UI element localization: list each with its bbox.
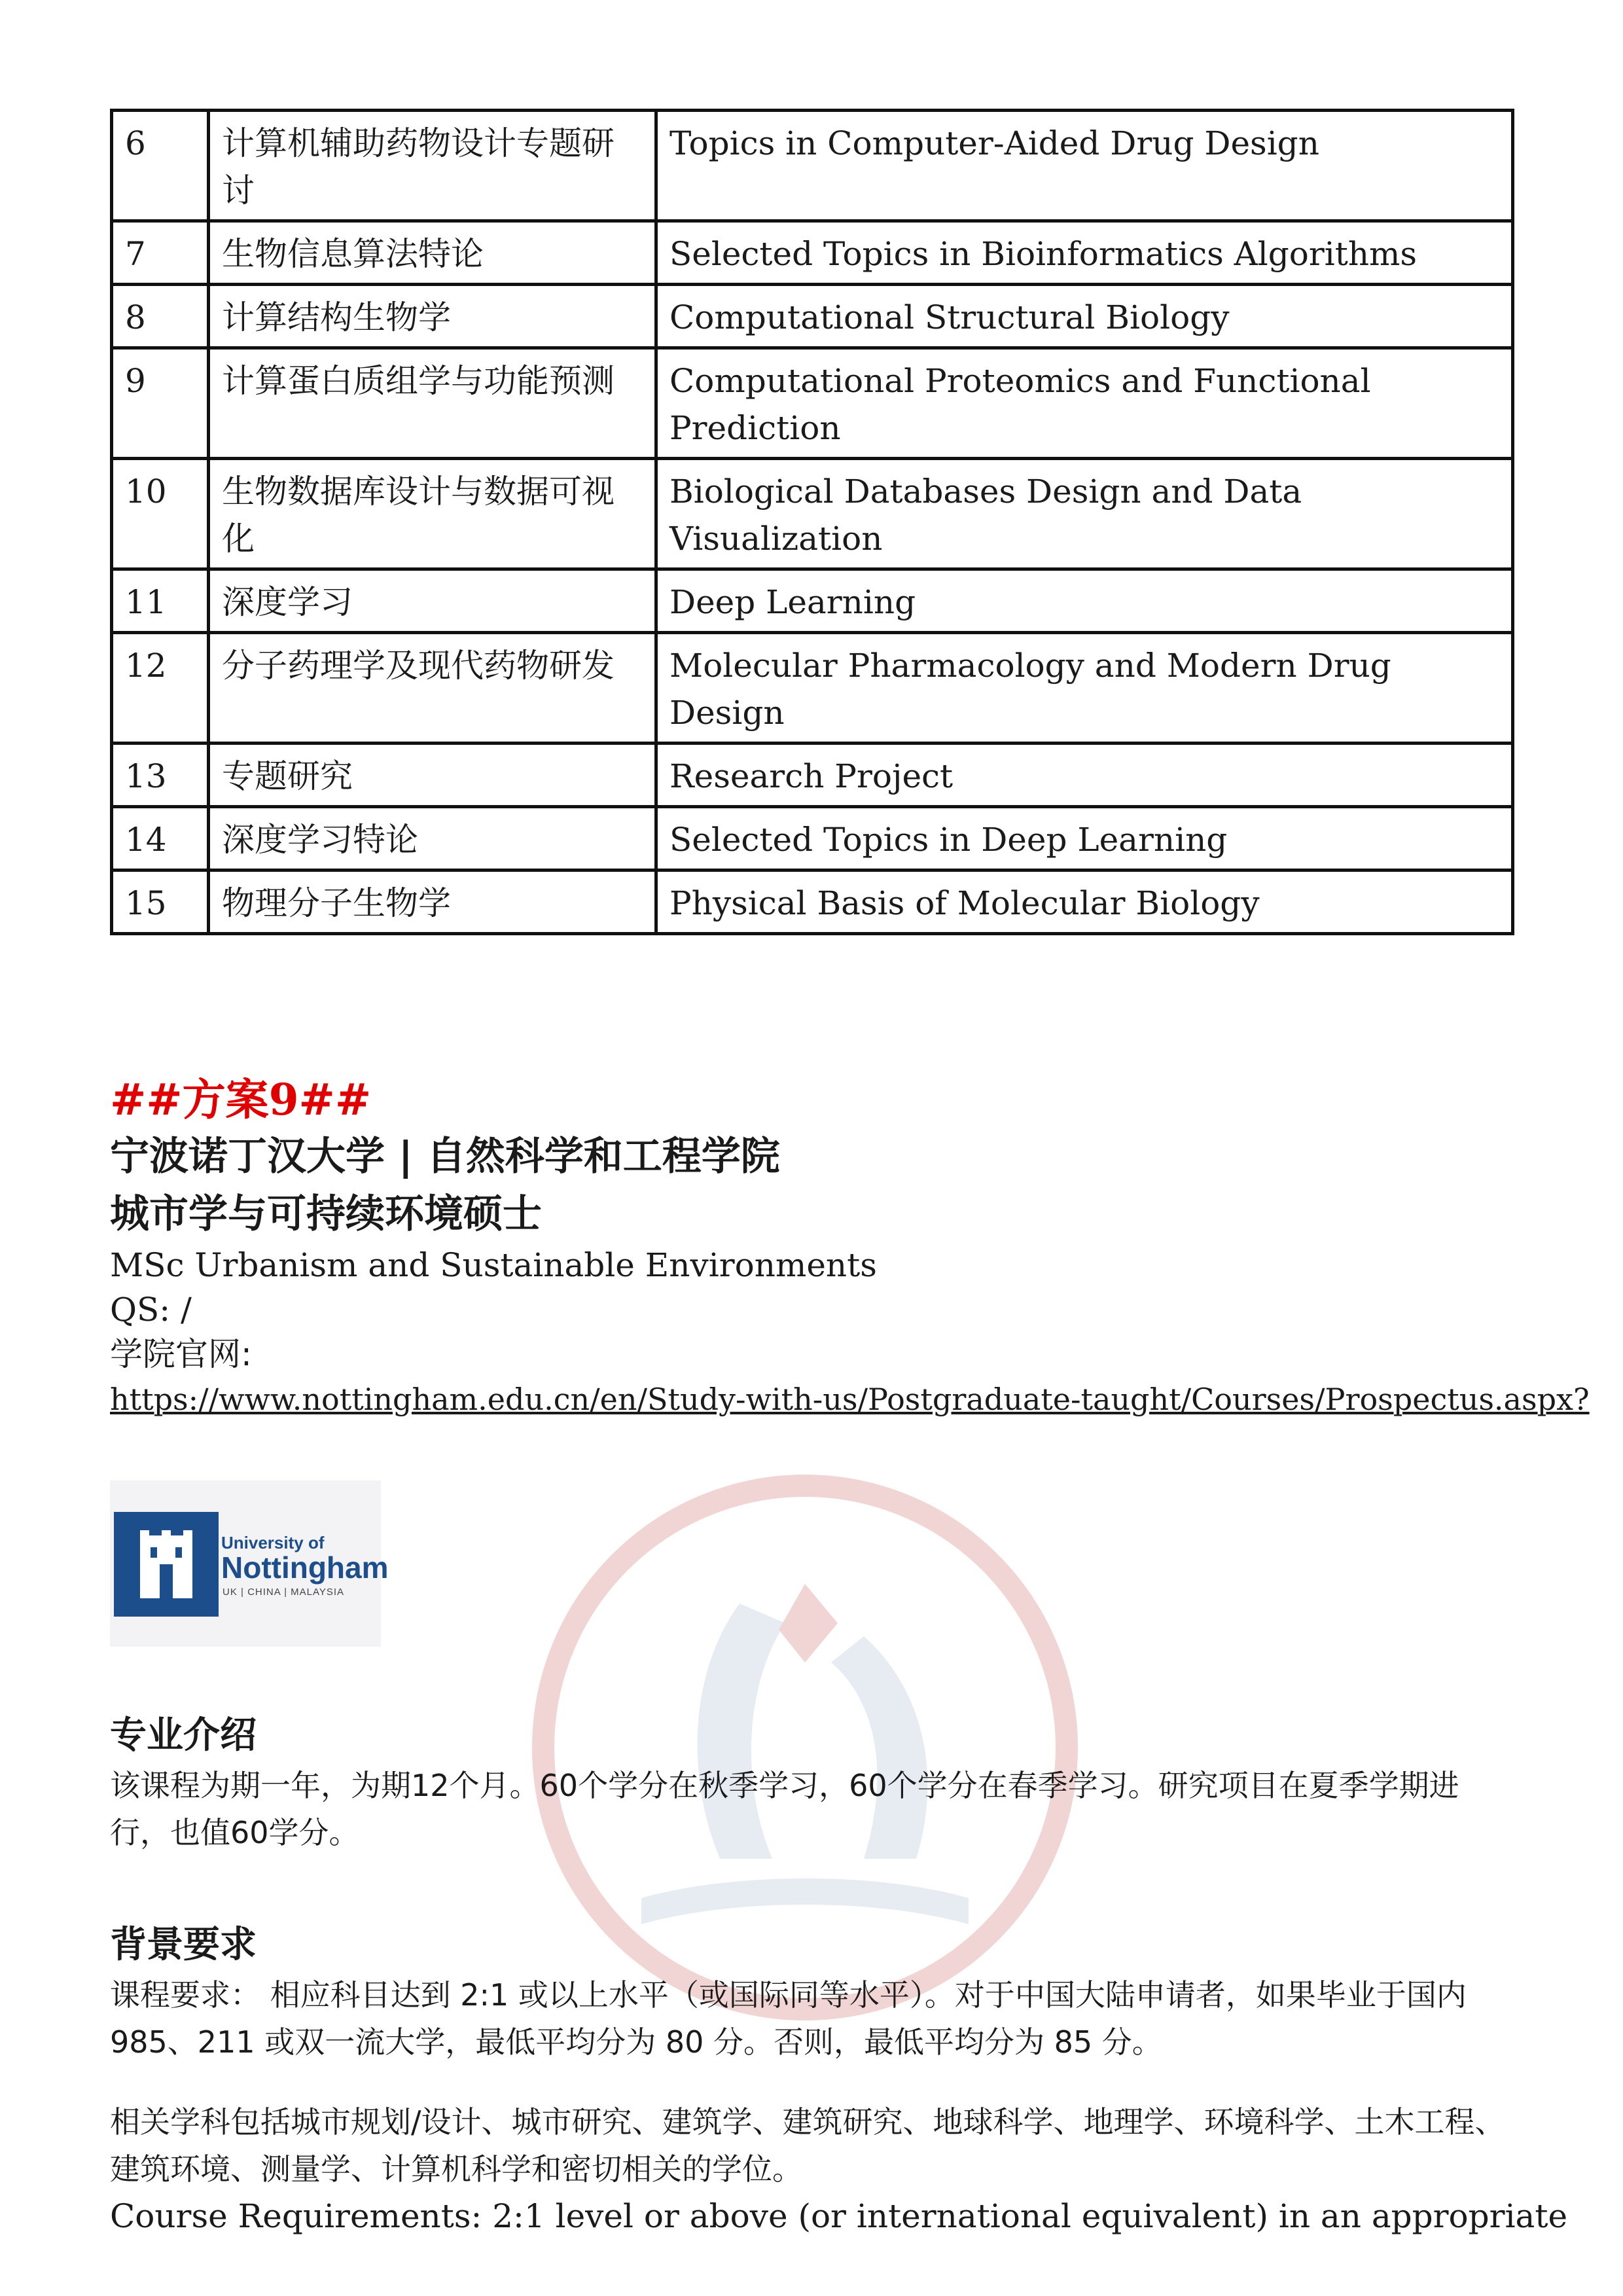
- course-name-en: Selected Topics in Bioinformatics Algorithms: [656, 221, 1513, 285]
- course-name-en: Research Project: [656, 744, 1513, 807]
- course-number: 13: [112, 744, 209, 807]
- course-name-en: Biological Databases Design and Data Visualization: [656, 459, 1513, 569]
- course-number: 9: [112, 348, 209, 459]
- course-name-en: Molecular Pharmacology and Modern Drug Design: [656, 633, 1513, 744]
- logo-text-nottingham: Nottingham: [221, 1551, 389, 1585]
- castle-crest-icon: [114, 1512, 219, 1617]
- plan-tag: ##方案9##: [110, 1074, 372, 1125]
- program-title-zh: 城市学与可持续环境硕士: [110, 1191, 542, 1237]
- table-row: [112, 348, 1513, 459]
- course-number: 6: [112, 111, 209, 221]
- website-label: 学院官网:: [110, 1335, 252, 1373]
- course-name-zh: 生物信息算法特论: [209, 221, 656, 285]
- table-row: [112, 870, 1513, 934]
- website-row: [110, 1332, 1590, 1422]
- university-logo: [110, 1480, 389, 1647]
- course-name-en: Computational Structural Biology: [656, 285, 1513, 348]
- course-name-zh: 分子药理学及现代药物研发: [209, 633, 656, 744]
- course-number: 15: [112, 870, 209, 934]
- course-number: 12: [112, 633, 209, 744]
- course-name-zh: 专题研究: [209, 744, 656, 807]
- table-row: [112, 569, 1513, 633]
- course-name-zh: 计算机辅助药物设计专题研讨: [209, 111, 656, 221]
- background-title: 背景要求: [110, 1924, 257, 1966]
- program-title-en: MSc Urbanism and Sustainable Environments: [110, 1246, 877, 1284]
- course-table: [110, 109, 1514, 935]
- intro-text: 该课程为期一年，为期12个月。60个学分在秋季学习，60个学分在春季学习。研究项目在夏季学期进行，也值60学分。: [110, 1768, 1459, 1850]
- course-name-zh: 计算结构生物学: [209, 285, 656, 348]
- course-number: 7: [112, 221, 209, 285]
- course-name-zh: 深度学习: [209, 569, 656, 633]
- course-name-en: Physical Basis of Molecular Biology: [656, 870, 1513, 934]
- table-row: [112, 633, 1513, 744]
- table-row: [112, 807, 1513, 870]
- background-requirement-en: Course Requirements: 2:1 level or above (or international equivalent) in an appropriate: [110, 2197, 1568, 2235]
- table-row: [112, 744, 1513, 807]
- school-title: 宁波诺丁汉大学 | 自然科学和工程学院: [110, 1134, 780, 1179]
- course-name-en: Computational Proteomics and Functional Prediction: [656, 348, 1513, 459]
- course-number: 14: [112, 807, 209, 870]
- course-name-zh: 深度学习特论: [209, 807, 656, 870]
- course-number: 10: [112, 459, 209, 569]
- background-requirement-zh: 课程要求： 相应科目达到 2:1 或以上水平（或国际同等水平）。对于中国大陆申请者，如果毕业于国内 985、211 或双一流大学，最低平均分为 80 分。否则，最低平均分为 85 分。: [110, 1977, 1467, 2060]
- table-row: [112, 221, 1513, 285]
- intro-title: 专业介绍: [110, 1714, 257, 1757]
- course-name-en: Deep Learning: [656, 569, 1513, 633]
- table-row: [112, 111, 1513, 221]
- logo-text-university-of: University of: [221, 1533, 325, 1552]
- course-number: 11: [112, 569, 209, 633]
- table-row: [112, 459, 1513, 569]
- course-name-zh: 物理分子生物学: [209, 870, 656, 934]
- qs-ranking: QS: /: [110, 1291, 192, 1329]
- logo-text-campuses: UK | CHINA | MALAYSIA: [223, 1587, 345, 1598]
- course-number: 8: [112, 285, 209, 348]
- website-link[interactable]: https://www.nottingham.edu.cn/en/Study-with-us/Postgraduate-taught/Courses/Prospectus.aspx?: [110, 1382, 1590, 1417]
- background-related-subjects: 相关学科包括城市规划/设计、城市研究、建筑学、建筑研究、地球科学、地理学、环境科学、土木工程、建筑环境、测量学、计算机科学和密切相关的学位。: [110, 2104, 1505, 2187]
- course-name-en: Topics in Computer-Aided Drug Design: [656, 111, 1513, 221]
- course-name-zh: 计算蛋白质组学与功能预测: [209, 348, 656, 459]
- course-name-en: Selected Topics in Deep Learning: [656, 807, 1513, 870]
- course-name-zh: 生物数据库设计与数据可视化: [209, 459, 656, 569]
- table-row: [112, 285, 1513, 348]
